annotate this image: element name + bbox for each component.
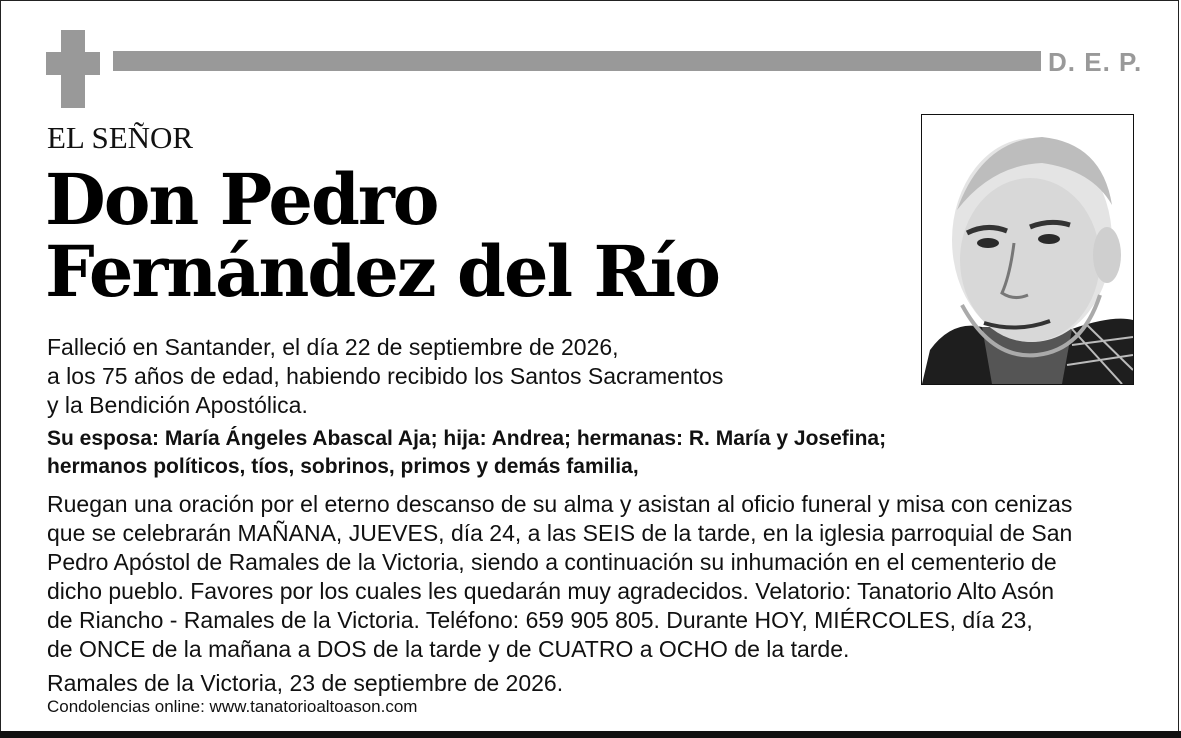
place-date: Ramales de la Victoria, 23 de septiembre de 2026. — [47, 670, 564, 696]
funeral-request — [47, 490, 1072, 664]
bottom-rule — [0, 731, 1181, 738]
family-line: Su esposa: María Ángeles Abascal Aja; hija: Andrea; hermanas: R. María y Josefina; — [47, 427, 887, 450]
family-line: hermanos políticos, tíos, sobrinos, primos y demás familia, — [47, 455, 639, 478]
name-line-1: Don Pedro — [45, 158, 438, 241]
family-list — [47, 425, 886, 481]
condolences-link[interactable]: Condolencias online: www.tanatorioaltoason.com — [47, 697, 418, 716]
deceased-name — [45, 158, 719, 313]
death-notice-line: a los 75 años de edad, habiendo recibido los Santos Sacramentos — [47, 363, 724, 389]
death-notice-line: y la Bendición Apostólica. — [47, 392, 308, 418]
death-notice-line: Falleció en Santander, el día 22 de septiembre de 2026, — [47, 334, 619, 360]
title-prefix: EL SEÑOR — [47, 120, 194, 155]
header-rule — [113, 51, 1041, 71]
request-line: que se celebrarán MAÑANA, JUEVES, día 24, a las SEIS de la tarde, en la iglesia parroquial de San — [47, 520, 1073, 546]
cross-icon — [46, 30, 100, 108]
request-line: de ONCE de la mañana a DOS de la tarde y de CUATRO a OCHO de la tarde. — [47, 636, 850, 662]
death-notice — [47, 333, 723, 420]
request-line: Ruegan una oración por el eterno descanso de su alma y asistan al oficio funeral y misa con cenizas — [47, 491, 1073, 517]
name-line-2: Fernández del Río — [45, 230, 719, 313]
request-line: dicho pueblo. Favores por los cuales les quedarán muy agradecidos. Velatorio: Tanatorio Alto Asón — [47, 578, 1055, 604]
dep-label: D. E. P. — [1048, 47, 1143, 77]
request-line: de Riancho - Ramales de la Victoria. Teléfono: 659 905 805. Durante HOY, MIÉRCOLES, día 23, — [47, 607, 1033, 633]
request-line: Pedro Apóstol de Ramales de la Victoria, siendo a continuación su inhumación en el cementerio de — [47, 549, 1057, 575]
portrait-photo — [921, 114, 1134, 385]
